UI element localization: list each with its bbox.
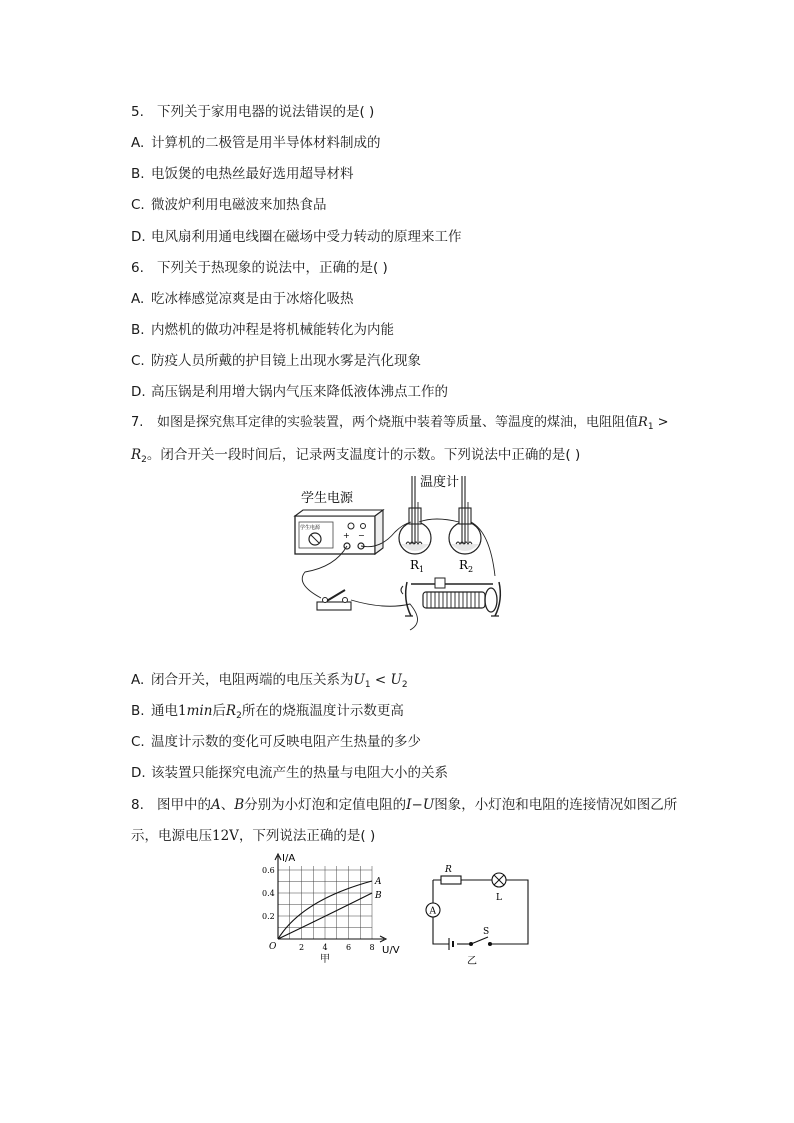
switch-icon xyxy=(470,937,492,946)
q6-option-c[interactable]: C. 防疫人员所戴的护目镜上出现水雾是汽化现象 xyxy=(131,353,421,369)
circuit-caption: 乙 xyxy=(467,956,477,967)
power-label: 学生电源 xyxy=(301,491,354,506)
q5-option-b[interactable]: B. 电饭煲的电热丝最好选用超导材料 xyxy=(131,166,354,182)
x-axis-label: U/V xyxy=(382,945,400,956)
ammeter-label: A xyxy=(429,906,436,917)
q8-graph xyxy=(262,852,412,967)
knife-switch-icon[interactable] xyxy=(317,590,351,610)
q6-option-d[interactable]: D. 高压锅是利用增大锅内气压来降低液体沸点工作的 xyxy=(131,384,448,400)
q8-stem-line2: 示，电源电压12V，下列说法正确的是( ) xyxy=(131,828,376,844)
q6-option-b[interactable]: B. 内燃机的做功冲程是将机械能转化为内能 xyxy=(131,322,394,338)
q5-number: 5. xyxy=(131,104,144,120)
graph-caption: 甲 xyxy=(320,954,330,965)
battery-icon xyxy=(449,938,453,950)
r2-label: $R_2$ xyxy=(459,558,474,574)
q5-stem xyxy=(131,102,374,122)
q8-circuit xyxy=(405,860,540,967)
switch-label: S xyxy=(483,927,490,937)
y-axis-label: I/A xyxy=(282,853,296,864)
q6-stem-text: 下列关于热现象的说法中，正确的是( ) xyxy=(157,260,388,276)
y-tick: 0.4 xyxy=(262,889,275,898)
y-tick: 0.2 xyxy=(262,912,275,921)
q6-number: 6. xyxy=(131,260,144,276)
q6-stem xyxy=(131,258,388,278)
rheostat-icon[interactable] xyxy=(401,578,500,616)
q6-option-a[interactable]: A. 吃冰棒感觉凉爽是由于冰熔化吸热 xyxy=(131,291,354,307)
q7-option-c[interactable]: C. 温度计示数的变化可反映电阻产生热量的多少 xyxy=(131,734,421,750)
thermometer-label: 温度计 xyxy=(420,475,460,490)
lamp-icon xyxy=(492,873,506,887)
svg-text:−: − xyxy=(358,531,365,540)
x-tick: 8 xyxy=(369,943,375,952)
resistor-label: R xyxy=(445,865,452,875)
q8-stem-line1: 8. 图甲中的A、B分别为小灯泡和定值电阻的I−U图象，小灯泡和电阻的连接情况如图乙所 xyxy=(131,797,678,813)
q8-number: 8. xyxy=(131,797,144,813)
q5-option-a[interactable]: A. 计算机的二极管是用半导体材料制成的 xyxy=(131,135,381,151)
power-panel-text: 学生电源 xyxy=(300,525,321,531)
curve-b-label: B xyxy=(375,891,382,901)
resistor-icon xyxy=(441,876,461,884)
q7-number: 7. xyxy=(131,415,144,430)
q5-stem-text: 下列关于家用电器的说法错误的是( ) xyxy=(157,104,375,120)
q7-option-d[interactable]: D. 该装置只能探究电流产生的热量与电阻大小的关系 xyxy=(131,765,448,781)
lamp-label: L xyxy=(496,893,502,903)
x-tick: 4 xyxy=(322,943,328,952)
r1-label: $R_1$ xyxy=(410,558,425,574)
curve-a-label: A xyxy=(375,877,382,887)
q7-stem-line2: $R_2$。闭合开关一段时间后，记录两支温度计的示数。下列说法中正确的是( ) xyxy=(131,447,581,465)
x-tick: 2 xyxy=(299,943,305,952)
origin-label: O xyxy=(269,942,277,952)
q7-option-b[interactable]: B. 通电1min后$R_2$所在的烧瓶温度计示数更高 xyxy=(131,703,404,721)
graph-grid xyxy=(278,866,372,939)
x-tick: 6 xyxy=(346,943,352,952)
svg-text:+: + xyxy=(343,531,350,540)
q7-figure xyxy=(285,472,515,634)
q5-option-c[interactable]: C. 微波炉利用电磁波来加热食品 xyxy=(131,197,327,213)
y-tick: 0.6 xyxy=(262,866,275,875)
q7-stem-line1: 7. 如图是探究焦耳定律的实验装置，两个烧瓶中装着等质量、等温度的煤油，电阻阻值$R_1$ > xyxy=(131,415,669,432)
q5-option-d[interactable]: D. 电风扇利用通电线圈在磁场中受力转动的原理来工作 xyxy=(131,229,462,245)
q7-option-a[interactable]: A. 闭合开关，电阻两端的电压关系为$U_1 < U_2$ xyxy=(131,672,408,690)
